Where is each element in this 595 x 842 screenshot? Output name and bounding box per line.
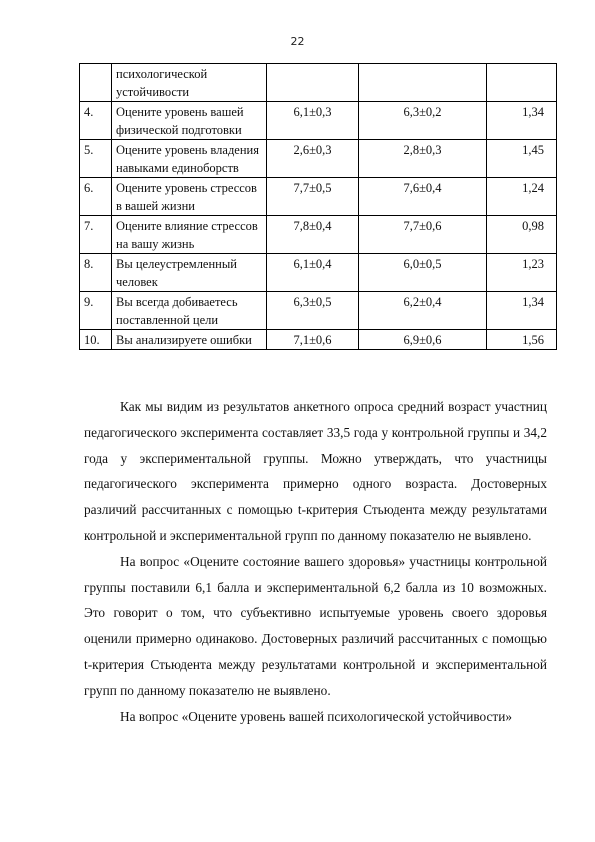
table-row bbox=[80, 64, 557, 102]
question-text: Вы анализируете ошибки bbox=[112, 330, 267, 350]
row-number: 10. bbox=[80, 330, 112, 350]
experimental-value: 7,7±0,6 bbox=[359, 216, 487, 254]
control-value: 6,3±0,5 bbox=[267, 292, 359, 330]
t-value: 1,34 bbox=[487, 102, 557, 140]
control-value bbox=[267, 64, 359, 102]
question-text: Оцените влияние стрессов на вашу жизнь bbox=[112, 216, 267, 254]
experimental-value: 2,8±0,3 bbox=[359, 140, 487, 178]
results-table bbox=[79, 63, 557, 350]
table-row bbox=[80, 254, 557, 292]
control-value: 2,6±0,3 bbox=[267, 140, 359, 178]
question-text: психологической устойчивости bbox=[112, 64, 267, 102]
experimental-value: 7,6±0,4 bbox=[359, 178, 487, 216]
paragraph: Как мы видим из результатов анкетного опроса средний возраст участниц педагогического эксперимента составляет 33,5 года у контрольной группы и 34,2 года у экспериментальной группы. Можно утверждать, что участницы педагогического эксперимента примерно одного возраста. Достоверных различий рассчитанных с помощью t-критерия Стьюдента между результатами контрольной и экспериментальной групп по данному показателю не выявлено. bbox=[84, 399, 547, 543]
question-text: Вы целеустремленный человек bbox=[112, 254, 267, 292]
experimental-value: 6,2±0,4 bbox=[359, 292, 487, 330]
row-number: 9. bbox=[80, 292, 112, 330]
t-value: 1,34 bbox=[487, 292, 557, 330]
control-value: 7,1±0,6 bbox=[267, 330, 359, 350]
row-number: 6. bbox=[80, 178, 112, 216]
question-text: Оцените уровень вашей физической подготовки bbox=[112, 102, 267, 140]
page-number: 22 bbox=[290, 35, 305, 48]
control-value: 6,1±0,3 bbox=[267, 102, 359, 140]
row-number: 4. bbox=[80, 102, 112, 140]
table-row bbox=[80, 216, 557, 254]
experimental-value bbox=[359, 64, 487, 102]
control-value: 7,7±0,5 bbox=[267, 178, 359, 216]
t-value: 1,23 bbox=[487, 254, 557, 292]
control-value: 7,8±0,4 bbox=[267, 216, 359, 254]
table-row bbox=[80, 140, 557, 178]
table-row bbox=[80, 102, 557, 140]
row-number bbox=[80, 64, 112, 102]
paragraph: На вопрос «Оцените уровень вашей психологической устойчивости» bbox=[120, 708, 513, 724]
experimental-value: 6,3±0,2 bbox=[359, 102, 487, 140]
body-text bbox=[84, 394, 547, 729]
t-value: 1,24 bbox=[487, 178, 557, 216]
table-row bbox=[80, 178, 557, 216]
row-number: 8. bbox=[80, 254, 112, 292]
t-value: 1,45 bbox=[487, 140, 557, 178]
t-value bbox=[487, 64, 557, 102]
experimental-value: 6,9±0,6 bbox=[359, 330, 487, 350]
table-row bbox=[80, 330, 557, 350]
row-number: 5. bbox=[80, 140, 112, 178]
question-text: Вы всегда добиваетесь поставленной цели bbox=[112, 292, 267, 330]
t-value: 1,56 bbox=[487, 330, 557, 350]
table-row bbox=[80, 292, 557, 330]
paragraph: На вопрос «Оцените состояние вашего здоровья» участницы контрольной группы поставили 6,1 балла и экспериментальной 6,2 балла из 10 возможных. Это говорит о том, что субъективно испытуемые уровень своего здоровья оценили примерно одинаково. Достоверных различий рассчитанных с помощью t-критерия Стьюдента между результатами контрольной и экспериментальной групп по данному показателю не выявлено. bbox=[84, 553, 547, 698]
t-value: 0,98 bbox=[487, 216, 557, 254]
row-number: 7. bbox=[80, 216, 112, 254]
experimental-value: 6,0±0,5 bbox=[359, 254, 487, 292]
question-text: Оцените уровень стрессов в вашей жизни bbox=[112, 178, 267, 216]
question-text: Оцените уровень владения навыками единоборств bbox=[112, 140, 267, 178]
control-value: 6,1±0,4 bbox=[267, 254, 359, 292]
